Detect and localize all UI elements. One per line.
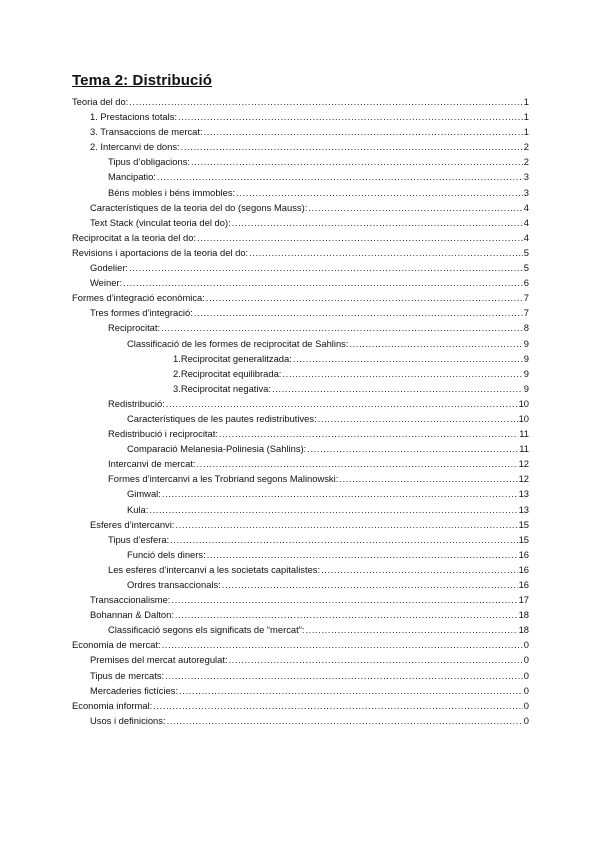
- toc-entry-page: 16: [518, 563, 529, 575]
- toc-entry-page: 4: [523, 231, 529, 243]
- toc-dot-leader: [166, 396, 518, 411]
- toc-dot-leader: [123, 275, 523, 290]
- toc-entry-label: Economia informal:: [72, 699, 153, 711]
- toc-dot-leader: [153, 698, 523, 713]
- toc-entry[interactable]: [72, 532, 529, 547]
- toc-entry-label: Comparació Melanesia-Polinesia (Sahlins):: [127, 443, 307, 455]
- toc-entry[interactable]: [72, 456, 529, 471]
- toc-entry-page: 7: [523, 307, 529, 319]
- toc-dot-leader: [181, 139, 523, 154]
- toc-entry-page: 0: [523, 699, 529, 711]
- toc-entry[interactable]: [72, 426, 529, 441]
- toc-entry-page: 17: [518, 594, 529, 606]
- toc-dot-leader: [191, 154, 523, 169]
- toc-entry[interactable]: [72, 381, 529, 396]
- toc-entry-page: 12: [518, 473, 529, 485]
- toc-entry-page: 0: [523, 684, 529, 696]
- toc-entry-page: 4: [523, 216, 529, 228]
- toc-dot-leader: [179, 683, 523, 698]
- toc-entry-page: 9: [523, 337, 529, 349]
- toc-entry[interactable]: [72, 124, 529, 139]
- toc-entry[interactable]: [72, 169, 529, 184]
- toc-entry-page: 15: [518, 518, 529, 530]
- toc-dot-leader: [171, 592, 517, 607]
- toc-entry-label: Transaccionalisme:: [90, 594, 171, 606]
- toc-dot-leader: [349, 336, 522, 351]
- toc-entry[interactable]: [72, 109, 529, 124]
- toc-entry-page: 10: [518, 397, 529, 409]
- toc-dot-leader: [175, 607, 518, 622]
- toc-entry-label: Weiner:: [90, 277, 123, 289]
- toc-entry-page: 18: [518, 609, 529, 621]
- toc-entry-page: 11: [519, 428, 529, 440]
- toc-entry-page: 16: [518, 579, 529, 590]
- toc-entry-page: 12: [518, 458, 529, 470]
- toc-dot-leader: [129, 260, 523, 275]
- toc-entry[interactable]: [72, 486, 529, 501]
- toc-entry-label: Funció dels diners:: [127, 548, 206, 560]
- toc-dot-leader: [162, 486, 518, 501]
- toc-entry[interactable]: [72, 245, 529, 260]
- toc-dot-leader: [207, 547, 518, 562]
- toc-entry-label: Teoria del do:: [72, 96, 129, 107]
- toc-entry[interactable]: [72, 547, 529, 562]
- toc-entry[interactable]: [72, 215, 529, 230]
- toc-entry-page: 1: [523, 111, 529, 123]
- toc-entry-page: 10: [518, 412, 529, 424]
- toc-dot-leader: [236, 185, 523, 200]
- toc-entry-page: 3: [523, 171, 529, 183]
- toc-entry-label: Classificació de les formes de reciprocitat de Sahlins:: [127, 337, 349, 349]
- toc-entry-label: Revisions i aportacions de la teoria del do:: [72, 246, 249, 258]
- toc-entry[interactable]: [72, 351, 529, 366]
- toc-entry-label: Esferes d’intercanvi:: [90, 518, 175, 530]
- toc-dot-leader: [178, 109, 523, 124]
- toc-entry-label: 2.Reciprocitat equilibrada:: [173, 367, 282, 379]
- toc-entry-label: 3. Transaccions de mercat:: [90, 126, 203, 138]
- toc-entry-label: Tipus d’esfera:: [108, 533, 170, 545]
- toc-entry-label: Formes d’integració econòmica:: [72, 292, 205, 304]
- toc-entry-label: Bohannan & Dalton:: [90, 609, 174, 621]
- toc-entry[interactable]: [72, 260, 529, 275]
- toc-entry-label: Tipus de mercats:: [90, 669, 165, 681]
- toc-dot-leader: [293, 351, 523, 366]
- toc-entry[interactable]: [72, 185, 529, 200]
- toc-dot-leader: [197, 456, 518, 471]
- toc-dot-leader: [272, 381, 523, 396]
- toc-entry-label: Les esferes d’intercanvi a les societats capitalistes:: [108, 563, 321, 575]
- toc-entry-page: 15: [518, 533, 529, 545]
- toc-entry-label: Béns mobles i béns immobles:: [108, 186, 236, 198]
- toc-entry-page: 7: [523, 292, 529, 304]
- toc-entry-page: 2: [523, 141, 529, 153]
- toc-entry-label: Godelier:: [90, 262, 129, 274]
- toc-dot-leader: [161, 320, 523, 335]
- toc-entry[interactable]: [72, 230, 529, 245]
- toc-entry-page: 3: [523, 186, 529, 198]
- toc-entry-page: 0: [523, 669, 529, 681]
- toc-entry[interactable]: [72, 637, 529, 652]
- toc-entry-label: Classificació segons els significats de “mercat”:: [108, 624, 305, 636]
- toc-dot-leader: [157, 169, 523, 184]
- toc-entry[interactable]: [72, 592, 529, 607]
- toc-entry-page: 6: [523, 277, 529, 289]
- toc-entry-label: Usos i definicions:: [90, 714, 166, 726]
- toc-entry-label: 1. Prestacions totals:: [90, 111, 178, 123]
- toc-entry-page: 1: [523, 126, 529, 138]
- toc-entry-label: Característiques de la teoria del do (segons Mauss):: [90, 201, 308, 213]
- toc-dot-leader: [307, 441, 518, 456]
- toc-entry-page: 13: [518, 488, 529, 500]
- toc-dot-leader: [167, 713, 523, 728]
- toc-entry-page: 5: [523, 262, 529, 274]
- toc-dot-leader: [321, 562, 517, 577]
- toc-entry-label: Gimwal:: [127, 488, 161, 500]
- table-of-contents: [72, 94, 529, 728]
- toc-entry-label: Tres formes d’integració:: [90, 307, 193, 319]
- document-title: Tema 2: Distribució: [72, 72, 212, 89]
- toc-entry-label: Ordres transaccionals:: [127, 579, 221, 590]
- toc-entry-page: 1: [523, 96, 529, 107]
- toc-entry-page: 11: [519, 443, 529, 455]
- toc-entry[interactable]: [72, 577, 529, 592]
- toc-entry[interactable]: [72, 305, 529, 320]
- toc-entry[interactable]: [72, 336, 529, 351]
- toc-entry[interactable]: [72, 622, 529, 637]
- toc-entry[interactable]: [72, 471, 529, 486]
- toc-entry-label: Kula:: [127, 503, 149, 515]
- toc-entry-label: Economia de mercat:: [72, 639, 161, 651]
- toc-entry[interactable]: [72, 411, 529, 426]
- toc-dot-leader: [204, 124, 523, 139]
- toc-dot-leader: [162, 637, 523, 652]
- toc-entry-label: Text Stack (vinculat teoria del do):: [90, 216, 231, 228]
- toc-entry-label: Característiques de les pautes redistributives:: [127, 412, 317, 424]
- toc-entry[interactable]: [72, 441, 529, 456]
- toc-entry[interactable]: [72, 517, 529, 532]
- toc-entry-label: Mancipatio:: [108, 171, 156, 183]
- toc-dot-leader: [197, 230, 523, 245]
- toc-entry[interactable]: [72, 94, 529, 109]
- toc-entry[interactable]: [72, 607, 529, 622]
- toc-entry[interactable]: [72, 200, 529, 215]
- toc-entry-label: Reciprocitat a la teoria del do:: [72, 231, 197, 243]
- toc-entry-page: 0: [523, 639, 529, 651]
- toc-dot-leader: [206, 290, 523, 305]
- toc-entry[interactable]: [72, 320, 529, 335]
- toc-entry[interactable]: [72, 713, 529, 728]
- toc-dot-leader: [339, 471, 517, 486]
- toc-dot-leader: [222, 577, 518, 592]
- toc-dot-leader: [232, 215, 523, 230]
- toc-entry-page: 18: [518, 624, 529, 636]
- toc-entry-page: 4: [523, 201, 529, 213]
- toc-entry-label: Intercanvi de mercat:: [108, 458, 196, 470]
- toc-dot-leader: [308, 200, 522, 215]
- toc-entry-page: 9: [523, 382, 529, 394]
- toc-entry-page: 0: [523, 654, 529, 666]
- toc-entry[interactable]: [72, 396, 529, 411]
- toc-entry-label: 3.Reciprocitat negativa:: [173, 382, 271, 394]
- toc-entry-label: Reciprocitat:: [108, 322, 161, 334]
- toc-entry-page: 9: [523, 367, 529, 379]
- toc-entry-page: 2: [523, 156, 529, 168]
- toc-dot-leader: [219, 426, 518, 441]
- toc-entry-label: 2. Intercanvi de dons:: [90, 141, 180, 153]
- toc-entry-label: Tipus d’obligacions:: [108, 156, 190, 168]
- toc-dot-leader: [170, 532, 517, 547]
- toc-entry-label: Redistribució i reciprocitat:: [108, 428, 218, 440]
- toc-entry-label: Redistribució:: [108, 397, 165, 409]
- toc-entry[interactable]: [72, 275, 529, 290]
- toc-entry[interactable]: [72, 652, 529, 667]
- toc-entry-page: 16: [518, 548, 529, 560]
- toc-entry-label: Premises del mercat autoregulat:: [90, 654, 228, 666]
- toc-entry-page: 5: [523, 246, 529, 258]
- toc-dot-leader: [175, 517, 517, 532]
- toc-dot-leader: [305, 622, 517, 637]
- toc-entry-label: 1.Reciprocitat generalitzada:: [173, 352, 292, 364]
- toc-dot-leader: [282, 366, 522, 381]
- toc-entry[interactable]: [72, 683, 529, 698]
- toc-entry-label: Formes d’intercanvi a les Trobriand segons Malinowski:: [108, 473, 339, 485]
- toc-entry-page: 9: [523, 352, 529, 364]
- toc-dot-leader: [229, 652, 523, 667]
- toc-entry[interactable]: [72, 290, 529, 305]
- toc-entry[interactable]: [72, 668, 529, 683]
- toc-entry-page: 13: [518, 503, 529, 515]
- toc-dot-leader: [249, 245, 523, 260]
- toc-entry[interactable]: [72, 698, 529, 713]
- toc-entry[interactable]: [72, 154, 529, 169]
- toc-dot-leader: [165, 668, 523, 683]
- toc-entry-page: 8: [523, 322, 529, 334]
- toc-entry[interactable]: [72, 139, 529, 154]
- toc-dot-leader: [129, 94, 522, 109]
- toc-entry[interactable]: [72, 562, 529, 577]
- toc-entry[interactable]: [72, 502, 529, 517]
- toc-dot-leader: [149, 502, 517, 517]
- toc-entry-page: 0: [523, 714, 529, 726]
- toc-entry[interactable]: [72, 366, 529, 381]
- toc-dot-leader: [194, 305, 523, 320]
- toc-dot-leader: [318, 411, 518, 426]
- toc-entry-label: Mercaderies fictícies:: [90, 684, 179, 696]
